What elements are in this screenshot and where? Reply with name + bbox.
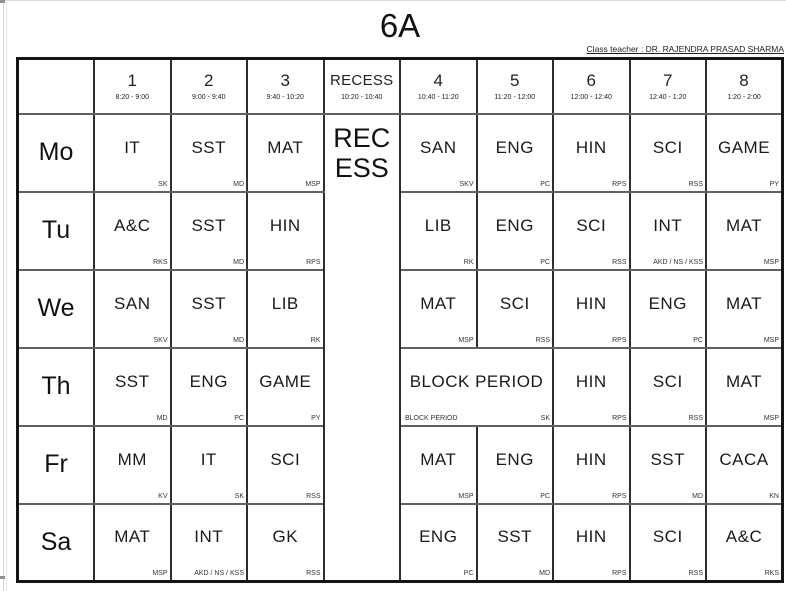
table-row-saturday (18, 504, 783, 582)
table-row-wednesday (18, 270, 783, 348)
teacher-code: RSS (535, 336, 550, 344)
period-header-4 (400, 59, 477, 114)
subject-label: ENG (495, 449, 534, 469)
period-cell (171, 114, 248, 192)
period-header-1 (94, 59, 171, 114)
period-cell (706, 504, 783, 582)
period-cell (706, 426, 783, 504)
page-edge-line (3, 0, 4, 591)
period-cell (400, 426, 477, 504)
day-label: Th (18, 348, 95, 426)
period-header-6 (553, 59, 630, 114)
period-header-8 (706, 59, 783, 114)
subject-label: SAN (420, 137, 457, 157)
teacher-code: RK (463, 258, 474, 266)
page-edge-line (0, 0, 786, 1)
recess-column-body (324, 114, 401, 582)
corner-cell (18, 59, 95, 114)
subject-label: A&C (725, 527, 763, 547)
period-cell (553, 114, 630, 192)
period-number: 7 (663, 70, 673, 90)
teacher-code: PC (540, 258, 550, 266)
period-time: 1:20 - 2:00 (727, 93, 761, 101)
teacher-code: MSP (458, 336, 474, 344)
period-cell (630, 270, 707, 348)
teacher-code: AKD / NS / KSS (194, 570, 244, 577)
teacher-code: RPS (612, 336, 627, 344)
subject-label: GAME (259, 371, 312, 391)
period-cell (630, 504, 707, 582)
subject-label: MAT (114, 527, 151, 547)
period-cell (477, 114, 554, 192)
period-number: 3 (280, 70, 290, 90)
teacher-code: RSS (688, 570, 703, 577)
period-cell (171, 504, 248, 582)
teacher-code: RSS (306, 492, 321, 500)
subject-label: MAT (725, 215, 763, 235)
teacher-code: MD (233, 180, 244, 188)
period-cell (247, 504, 324, 582)
teacher-code: RK (310, 336, 321, 344)
page-title: 6A (379, 7, 421, 44)
teacher-code: SK (540, 414, 550, 422)
period-cell (477, 504, 554, 582)
teacher-code: RPS (306, 258, 321, 266)
period-cell (553, 270, 630, 348)
subject-label: SST (650, 449, 686, 469)
teacher-code: MSP (763, 414, 779, 422)
recess-header-label: RECESS (330, 71, 394, 89)
period-number: 2 (204, 70, 214, 90)
period-cell (400, 192, 477, 270)
teacher-code: PY (769, 180, 779, 188)
subject-label: SAN (114, 293, 151, 313)
teacher-code: RSS (612, 258, 627, 266)
subject-label: SCI (652, 371, 683, 391)
teacher-code: PC (693, 336, 703, 344)
period-cell (477, 426, 554, 504)
teacher-code: MSP (763, 336, 779, 344)
teacher-code: PC (540, 492, 550, 500)
period-header-7 (630, 59, 707, 114)
period-cell (630, 426, 707, 504)
period-number: 5 (510, 70, 520, 90)
subject-label: ENG (495, 137, 534, 157)
subject-label: GK (272, 527, 299, 547)
teacher-code: RSS (306, 570, 321, 577)
period-cell (630, 192, 707, 270)
period-number: 1 (127, 70, 137, 90)
subject-label: ENG (495, 215, 534, 235)
period-time: 12:00 - 12:40 (570, 93, 612, 101)
subject-label: HIN (575, 527, 607, 547)
subject-label: SCI (499, 293, 530, 313)
subject-label: MAT (267, 137, 304, 157)
block-period-cell (400, 348, 553, 426)
subject-label: HIN (575, 449, 607, 469)
teacher-code: MSP (763, 258, 779, 266)
subject-label: INT (653, 215, 683, 235)
subject-label: SCI (270, 449, 301, 469)
period-time: 10:40 - 11:20 (417, 93, 459, 101)
teacher-code: RPS (612, 180, 627, 188)
period-cell (630, 348, 707, 426)
period-number: 6 (586, 70, 596, 90)
period-cell (553, 504, 630, 582)
teacher-code: PC (540, 180, 550, 188)
subject-label: IT (200, 449, 217, 469)
period-cell (247, 270, 324, 348)
subject-label: GAME (717, 137, 771, 157)
period-cell (400, 114, 477, 192)
day-label: Mo (18, 114, 95, 192)
period-cell (247, 348, 324, 426)
period-number: 8 (739, 70, 749, 90)
period-cell (400, 270, 477, 348)
subject-label: ENG (189, 371, 228, 391)
day-label: Fr (18, 426, 95, 504)
header-row (18, 59, 783, 114)
period-cell (553, 426, 630, 504)
teacher-code: MSP (152, 570, 168, 577)
table-row-tuesday (18, 192, 783, 270)
period-cell (94, 270, 171, 348)
corner-mark (0, 576, 5, 579)
period-time: 11:20 - 12:00 (494, 93, 536, 101)
subject-label: SST (191, 137, 227, 157)
teacher-code: RPS (612, 570, 627, 577)
teacher-code: MSP (305, 180, 321, 188)
period-cell (553, 348, 630, 426)
subject-label: LIB (424, 215, 452, 235)
subject-label: A&C (114, 215, 151, 235)
subject-label: IT (124, 137, 141, 157)
subject-label: HIN (575, 293, 607, 313)
corner-mark (0, 0, 5, 3)
teacher-code: SKV (459, 180, 474, 188)
teacher-code: PY (311, 414, 321, 422)
subject-label: MAT (420, 449, 457, 469)
recess-header-cell (324, 59, 401, 114)
teacher-code: KV (158, 492, 168, 500)
subject-label: SCI (576, 215, 607, 235)
subject-label: INT (194, 527, 224, 547)
page-edge-line (6, 0, 7, 591)
table-row-thursday (18, 348, 783, 426)
period-cell (706, 192, 783, 270)
subject-label: HIN (575, 371, 607, 391)
subject-label: LIB (271, 293, 299, 313)
subject-label: HIN (575, 137, 607, 157)
table-row-friday (18, 426, 783, 504)
period-cell (94, 348, 171, 426)
table-row-monday (18, 114, 783, 192)
subject-label: MAT (725, 293, 763, 313)
period-cell (171, 192, 248, 270)
period-number: 4 (433, 70, 443, 90)
period-time: 10:20 - 10:40 (341, 93, 383, 101)
teacher-code: SK (234, 492, 244, 500)
subject-label: SCI (652, 137, 683, 157)
subject-label: SST (497, 527, 533, 547)
day-label: We (18, 270, 95, 348)
period-cell (400, 504, 477, 582)
timetable (16, 57, 784, 583)
period-cell (94, 114, 171, 192)
period-cell (247, 114, 324, 192)
day-label: Sa (18, 504, 95, 582)
period-cell (477, 270, 554, 348)
period-header-3 (247, 59, 324, 114)
teacher-code: MD (233, 336, 244, 344)
period-cell (706, 348, 783, 426)
period-cell (171, 348, 248, 426)
subject-label: SST (114, 371, 150, 391)
period-cell (553, 192, 630, 270)
period-cell (706, 270, 783, 348)
period-cell (247, 192, 324, 270)
period-cell (94, 192, 171, 270)
teacher-code: RSS (688, 180, 703, 188)
subject-label: HIN (269, 215, 301, 235)
block-period-sublabel: BLOCK PERIOD (405, 414, 458, 422)
subject-label: MM (117, 449, 147, 469)
subject-label: MAT (420, 293, 457, 313)
teacher-code: AKD / NS / KSS (653, 258, 703, 266)
teacher-code: MSP (458, 492, 474, 500)
teacher-code: SK (158, 180, 168, 188)
class-teacher-label: Class teacher : DR. RAJENDRA PRASAD SHARMA (586, 44, 784, 54)
period-cell (94, 504, 171, 582)
period-cell (94, 426, 171, 504)
period-cell (477, 192, 554, 270)
subject-label: BLOCK PERIOD (409, 371, 544, 391)
subject-label: ENG (419, 527, 458, 547)
period-time: 12:40 - 1:20 (649, 93, 687, 101)
teacher-code: SKV (153, 336, 168, 344)
recess-label: RECESS (333, 122, 391, 183)
teacher-code: RKS (764, 570, 779, 577)
period-time: 9:00 - 9:40 (192, 93, 226, 101)
teacher-code: RSS (688, 414, 703, 422)
period-cell (630, 114, 707, 192)
teacher-code: PC (463, 570, 474, 577)
subject-label: CACA (719, 449, 769, 469)
subject-label: SCI (652, 527, 683, 547)
teacher-code: MD (539, 570, 550, 577)
period-cell (171, 426, 248, 504)
teacher-code: MD (233, 258, 244, 266)
teacher-code: RPS (612, 414, 627, 422)
period-time: 9:40 - 10:20 (266, 93, 304, 101)
day-label: Tu (18, 192, 95, 270)
teacher-code: KN (769, 492, 779, 500)
teacher-code: RPS (612, 492, 627, 500)
teacher-code: RKS (153, 258, 168, 266)
subject-label: SST (191, 293, 227, 313)
teacher-code: MD (156, 414, 168, 422)
teacher-code: PC (234, 414, 244, 422)
subject-label: MAT (725, 371, 763, 391)
teacher-code: MD (692, 492, 703, 500)
period-header-2 (171, 59, 248, 114)
period-time: 8:20 - 9:00 (115, 93, 149, 101)
subject-label: SST (191, 215, 227, 235)
period-cell (171, 270, 248, 348)
period-header-5 (477, 59, 554, 114)
period-cell (706, 114, 783, 192)
period-cell (247, 426, 324, 504)
subject-label: ENG (648, 293, 687, 313)
